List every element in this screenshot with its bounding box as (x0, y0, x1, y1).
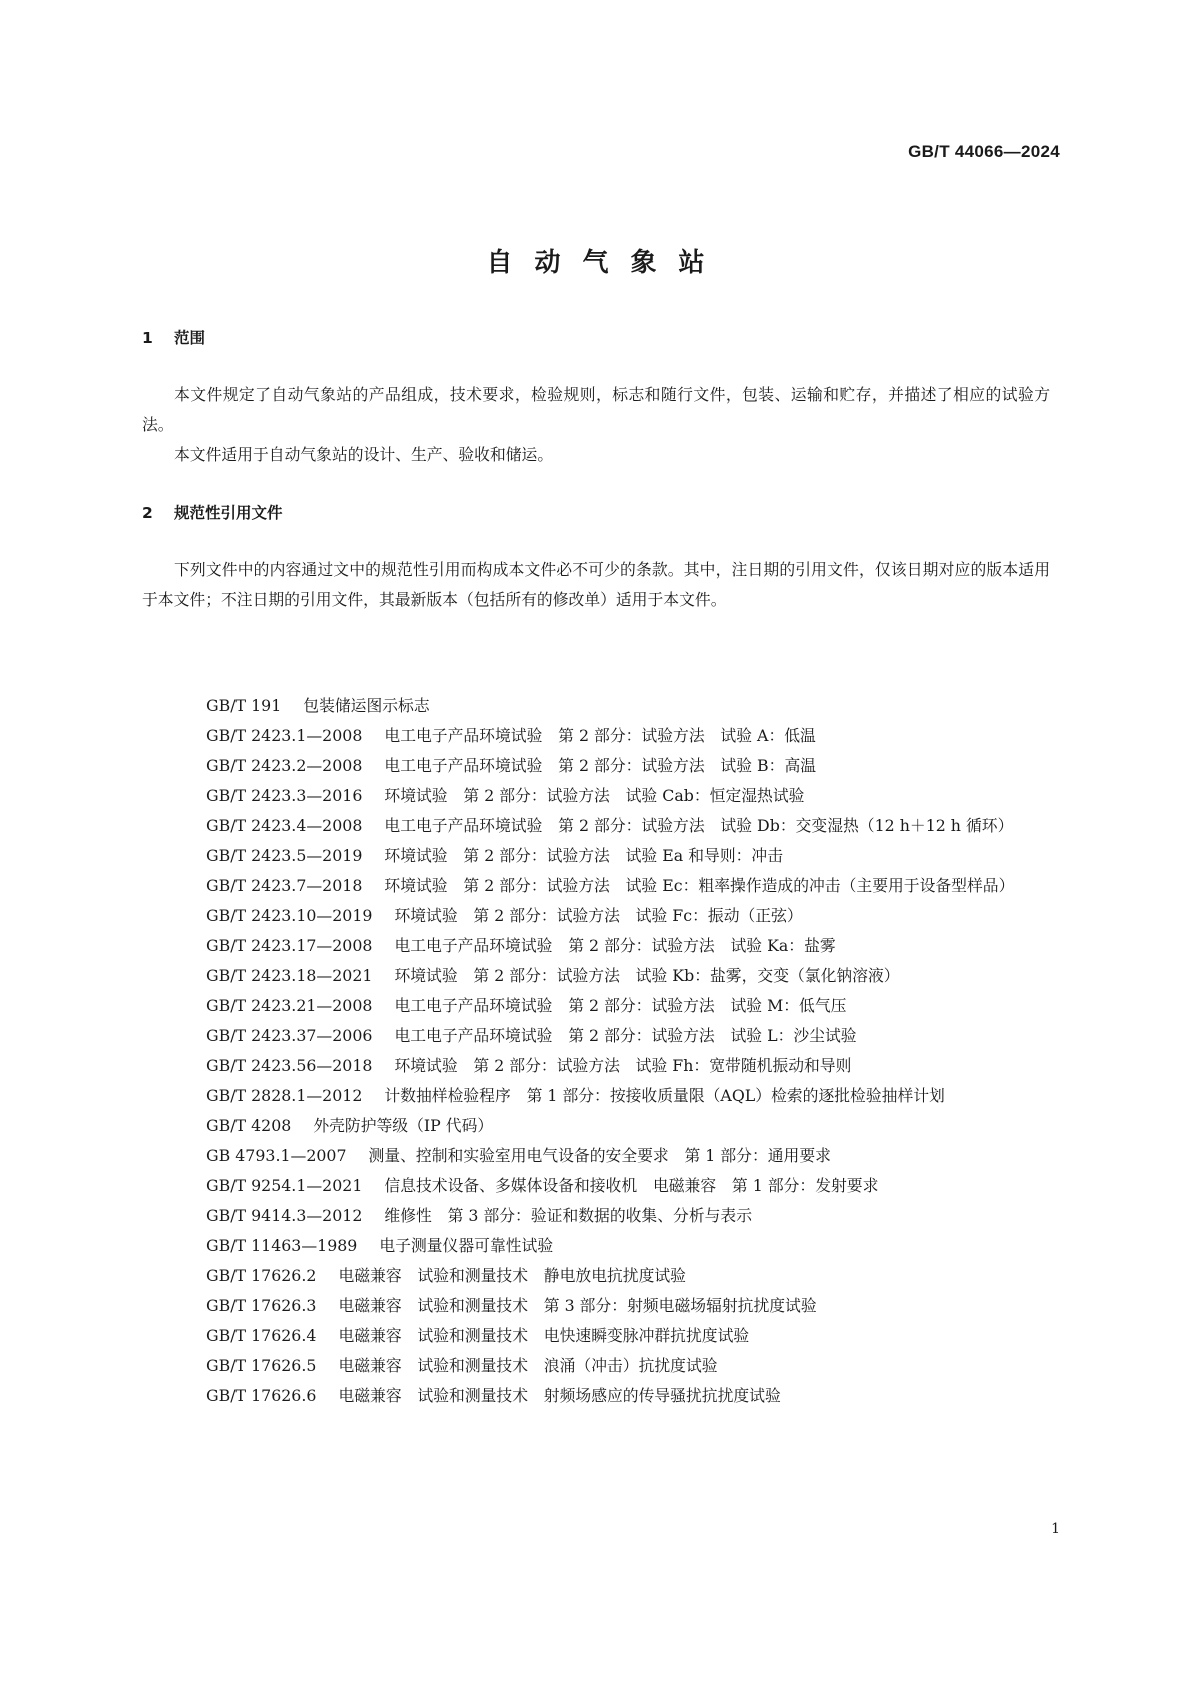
reference-title: 电子测量仪器可靠性试验 (379, 1236, 554, 1255)
reference-item (142, 691, 1050, 721)
reference-list (142, 691, 1050, 1411)
reference-item (142, 751, 1050, 781)
reference-code: GB/T 2828.1—2012 (206, 1086, 363, 1105)
reference-title: 电磁兼容 试验和测量技术 静电放电抗扰度试验 (338, 1266, 686, 1285)
document-title: 自动气象站 (486, 248, 727, 278)
reference-title: 测量、控制和实验室用电气设备的安全要求 第 1 部分：通用要求 (368, 1146, 831, 1165)
reference-title: 电工电子产品环境试验 第 2 部分：试验方法 试验 L：沙尘试验 (394, 1026, 857, 1045)
reference-code: GB/T 4208 (206, 1116, 292, 1135)
reference-title: 电工电子产品环境试验 第 2 部分：试验方法 试验 B：高温 (384, 756, 817, 775)
reference-code: GB/T 17626.6 (206, 1386, 317, 1405)
reference-item (142, 841, 1050, 871)
standard-code: GB/T 44066—2024 (908, 142, 1060, 161)
reference-title: 包装储运图示标志 (303, 696, 430, 715)
reference-item (142, 961, 1050, 991)
reference-item (142, 1201, 1050, 1231)
section-2-intro (142, 555, 1050, 615)
reference-title: 环境试验 第 2 部分：试验方法 试验 Fc：振动（正弦） (394, 906, 803, 925)
reference-title: 计数抽样检验程序 第 1 部分：按接收质量限（AQL）检索的逐批检验抽样计划 (384, 1086, 945, 1105)
section-1-number: 1 (142, 329, 153, 347)
reference-title: 环境试验 第 2 部分：试验方法 试验 Fh：宽带随机振动和导则 (394, 1056, 852, 1075)
reference-item (142, 1321, 1050, 1351)
page-number: 1 (1051, 1521, 1060, 1537)
reference-title: 维修性 第 3 部分：验证和数据的收集、分析与表示 (384, 1206, 753, 1225)
reference-code: GB/T 2423.56—2018 (206, 1056, 373, 1075)
section-1-title: 范围 (174, 329, 206, 347)
reference-code: GB/T 2423.7—2018 (206, 876, 363, 895)
reference-code: GB/T 9414.3—2012 (206, 1206, 363, 1225)
reference-title: 外壳防护等级（IP 代码） (313, 1116, 494, 1135)
normative-intro-paragraph: 下列文件中的内容通过文中的规范性引用而构成本文件必不可少的条款。其中，注日期的引用文件，仅该日期对应的版本适用于本文件；不注日期的引用文件，其最新版本（包括所有的修改单）适用于本文件。 (142, 560, 1050, 609)
reference-item (142, 991, 1050, 1021)
reference-item (142, 1381, 1050, 1411)
reference-item (142, 1261, 1050, 1291)
section-2-heading (142, 501, 283, 523)
reference-title: 电磁兼容 试验和测量技术 浪涌（冲击）抗扰度试验 (338, 1356, 718, 1375)
reference-title: 电工电子产品环境试验 第 2 部分：试验方法 试验 Db：交变湿热（12 h＋12 h 循环） (384, 816, 1014, 835)
scope-paragraph: 本文件规定了自动气象站的产品组成，技术要求，检验规则，标志和随行文件，包装、运输和贮存，并描述了相应的试验方法。 (142, 385, 1050, 434)
reference-title: 电磁兼容 试验和测量技术 第 3 部分：射频电磁场辐射抗扰度试验 (338, 1296, 817, 1315)
reference-item (142, 811, 1050, 841)
reference-item (142, 1081, 1050, 1111)
section-2-number: 2 (142, 504, 153, 522)
reference-item (142, 1171, 1050, 1201)
reference-code: GB/T 2423.18—2021 (206, 966, 373, 985)
reference-code: GB 4793.1—2007 (206, 1146, 347, 1165)
reference-code: GB/T 2423.17—2008 (206, 936, 373, 955)
reference-code: GB/T 11463—1989 (206, 1236, 358, 1255)
reference-code: GB/T 2423.4—2008 (206, 816, 363, 835)
reference-code: GB/T 191 (206, 696, 282, 715)
reference-title: 电磁兼容 试验和测量技术 射频场感应的传导骚扰抗扰度试验 (338, 1386, 781, 1405)
reference-code: GB/T 2423.10—2019 (206, 906, 373, 925)
reference-item (142, 1231, 1050, 1261)
reference-code: GB/T 17626.5 (206, 1356, 317, 1375)
reference-item (142, 1111, 1050, 1141)
reference-code: GB/T 2423.1—2008 (206, 726, 363, 745)
reference-code: GB/T 17626.4 (206, 1326, 317, 1345)
reference-title: 环境试验 第 2 部分：试验方法 试验 Ec：粗率操作造成的冲击（主要用于设备型样品） (384, 876, 1015, 895)
reference-title: 环境试验 第 2 部分：试验方法 试验 Kb：盐雾，交变（氯化钠溶液） (394, 966, 900, 985)
reference-item (142, 931, 1050, 961)
reference-code: GB/T 17626.2 (206, 1266, 317, 1285)
reference-item (142, 871, 1050, 901)
reference-item (142, 1141, 1050, 1171)
reference-item (142, 1021, 1050, 1051)
section-2-title: 规范性引用文件 (174, 504, 283, 522)
reference-item (142, 901, 1050, 931)
reference-title: 电工电子产品环境试验 第 2 部分：试验方法 试验 Ka：盐雾 (394, 936, 836, 955)
reference-title: 电工电子产品环境试验 第 2 部分：试验方法 试验 A：低温 (384, 726, 816, 745)
reference-item (142, 1351, 1050, 1381)
reference-code: GB/T 2423.3—2016 (206, 786, 363, 805)
section-1-heading (142, 326, 205, 348)
reference-title: 环境试验 第 2 部分：试验方法 试验 Ea 和导则：冲击 (384, 846, 784, 865)
section-1-body (142, 380, 1050, 470)
reference-code: GB/T 9254.1—2021 (206, 1176, 363, 1195)
reference-item (142, 1291, 1050, 1321)
reference-code: GB/T 2423.5—2019 (206, 846, 363, 865)
reference-item (142, 721, 1050, 751)
reference-code: GB/T 17626.3 (206, 1296, 317, 1315)
reference-title: 电工电子产品环境试验 第 2 部分：试验方法 试验 M：低气压 (394, 996, 847, 1015)
reference-title: 信息技术设备、多媒体设备和接收机 电磁兼容 第 1 部分：发射要求 (384, 1176, 879, 1195)
reference-title: 环境试验 第 2 部分：试验方法 试验 Cab：恒定湿热试验 (384, 786, 805, 805)
reference-code: GB/T 2423.37—2006 (206, 1026, 373, 1045)
reference-item (142, 781, 1050, 811)
reference-code: GB/T 2423.21—2008 (206, 996, 373, 1015)
reference-title: 电磁兼容 试验和测量技术 电快速瞬变脉冲群抗扰度试验 (338, 1326, 750, 1345)
scope-paragraph: 本文件适用于自动气象站的设计、生产、验收和储运。 (174, 445, 554, 464)
reference-item (142, 1051, 1050, 1081)
reference-code: GB/T 2423.2—2008 (206, 756, 363, 775)
